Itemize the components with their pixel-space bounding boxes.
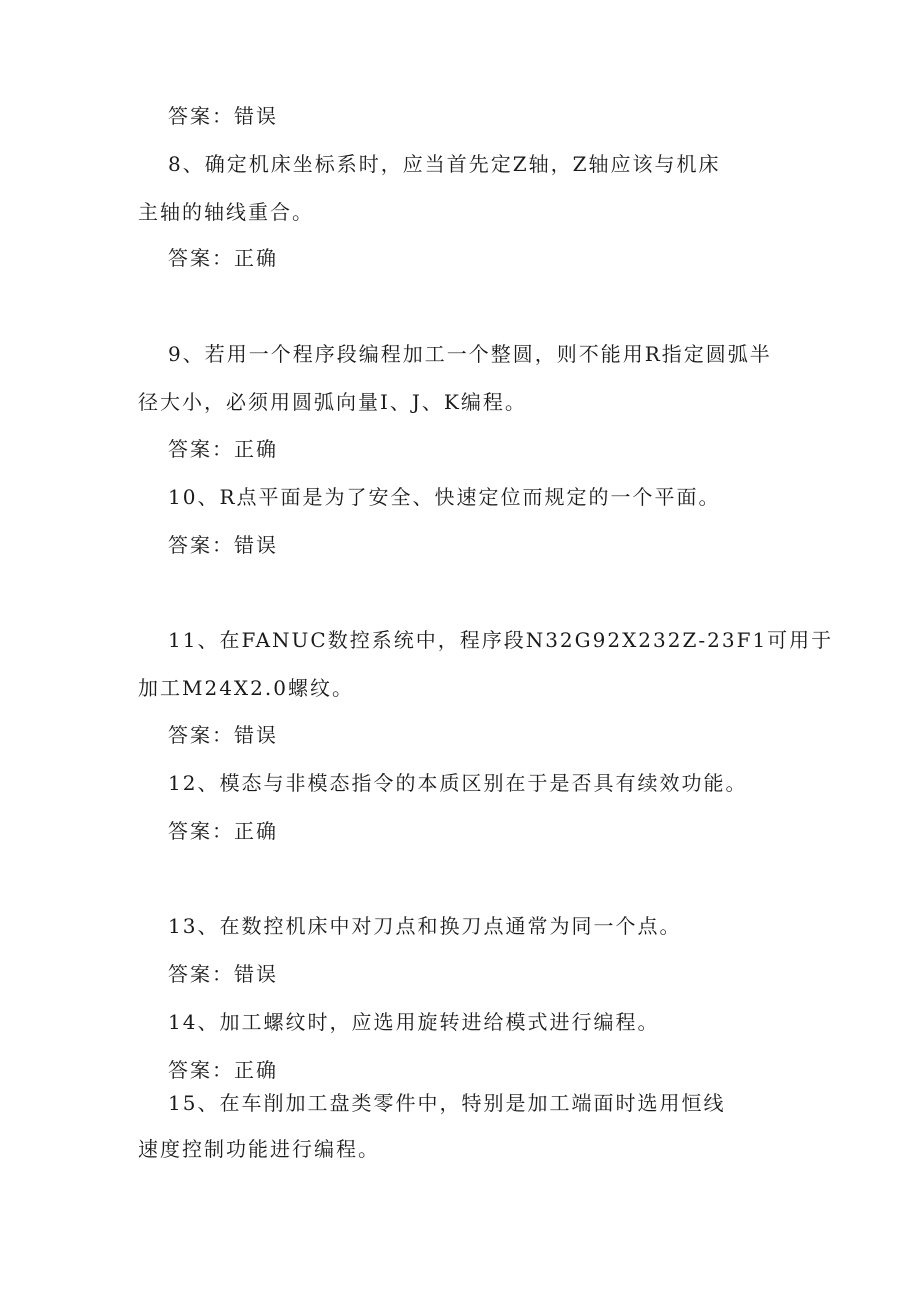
question-12-line-1: 12、模态与非模态指令的本质区别在于是否具有续效功能。: [168, 771, 748, 795]
answer-12: 答案：正确: [168, 819, 278, 843]
answer-7: 答案：错误: [168, 104, 278, 128]
question-8-line-2: 主轴的轴线重合。: [138, 200, 314, 224]
answer-9: 答案：正确: [168, 437, 278, 461]
answer-14: 答案：正确: [168, 1058, 278, 1082]
answer-8: 答案：正确: [168, 246, 278, 270]
answer-13: 答案：错误: [168, 962, 278, 986]
question-9-line-2: 径大小，必须用圆弧向量I、J、K编程。: [138, 390, 527, 414]
question-14-line-1: 14、加工螺纹时，应选用旋转进给模式进行编程。: [168, 1010, 660, 1034]
question-15-line-2: 速度控制功能进行编程。: [138, 1137, 380, 1161]
answer-10: 答案：错误: [168, 533, 278, 557]
question-11-line-1: 11、在FANUC数控系统中，程序段N32G92X232Z-23F1可用于: [168, 628, 834, 652]
answer-11: 答案：错误: [168, 723, 278, 747]
question-8-line-1: 8、确定机床坐标系时，应当首先定Z轴，Z轴应该与机床: [168, 152, 721, 176]
question-9-line-1: 9、若用一个程序段编程加工一个整圆，则不能用R指定圆弧半: [168, 342, 772, 366]
question-10-line-1: 10、R点平面是为了安全、快速定位而规定的一个平面。: [168, 485, 721, 509]
question-11-line-2: 加工M24X2.0螺纹。: [138, 676, 354, 700]
question-15-line-1: 15、在车削加工盘类零件中，特别是加工端面时选用恒线: [168, 1091, 726, 1115]
question-13-line-1: 13、在数控机床中对刀点和换刀点通常为同一个点。: [168, 914, 682, 938]
